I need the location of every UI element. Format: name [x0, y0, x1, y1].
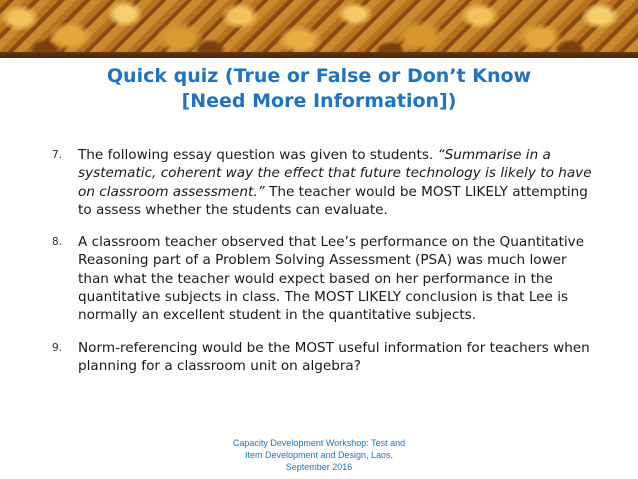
question-text-statement: The teacher would be MOST LIKELY attempting to assess whether the students can evaluate.	[78, 183, 588, 218]
footer-line-2: Item Development and Design, Laos,	[244, 450, 394, 460]
slide-title	[40, 64, 598, 114]
footer-line-1: Capacity Development Workshop: Test and	[232, 438, 406, 448]
question-number: 9.	[52, 341, 63, 354]
essay-question-quote: “Summarise in a systematic, coherent way the effect that future technology is likely to have on classroom assessment.”	[78, 147, 592, 200]
question-text: Norm-referencing would be the MOST useful information for teachers when planning for a classroom unit on algebra?	[78, 339, 590, 374]
question-item-8	[52, 233, 592, 324]
footer-line-3: September 2016	[285, 462, 353, 472]
slide-title-line-1: Quick quiz (True or False or Don’t Know	[106, 65, 532, 87]
question-item-9	[52, 339, 592, 376]
question-number: 7.	[52, 149, 63, 161]
question-item-7	[52, 146, 592, 219]
decorative-carved-banner	[0, 0, 638, 58]
slide-title-line-2: [Need More Information])	[181, 90, 457, 112]
question-list	[52, 146, 592, 389]
question-text-intro: The following essay question was given to students.	[78, 147, 438, 163]
question-text: A classroom teacher observed that Lee’s performance on the Quantitative Reasoning part of a Problem Solving Assessment (PSA) was much lower than what the teacher would expect based on her performance in the quantitative subjects in class. The MOST LIKELY conclusion is that Lee is normally an excellent student in the quantitative subjects.	[78, 234, 585, 324]
slide-footer	[214, 437, 424, 473]
question-number: 8.	[52, 236, 63, 249]
question-text	[78, 146, 592, 219]
